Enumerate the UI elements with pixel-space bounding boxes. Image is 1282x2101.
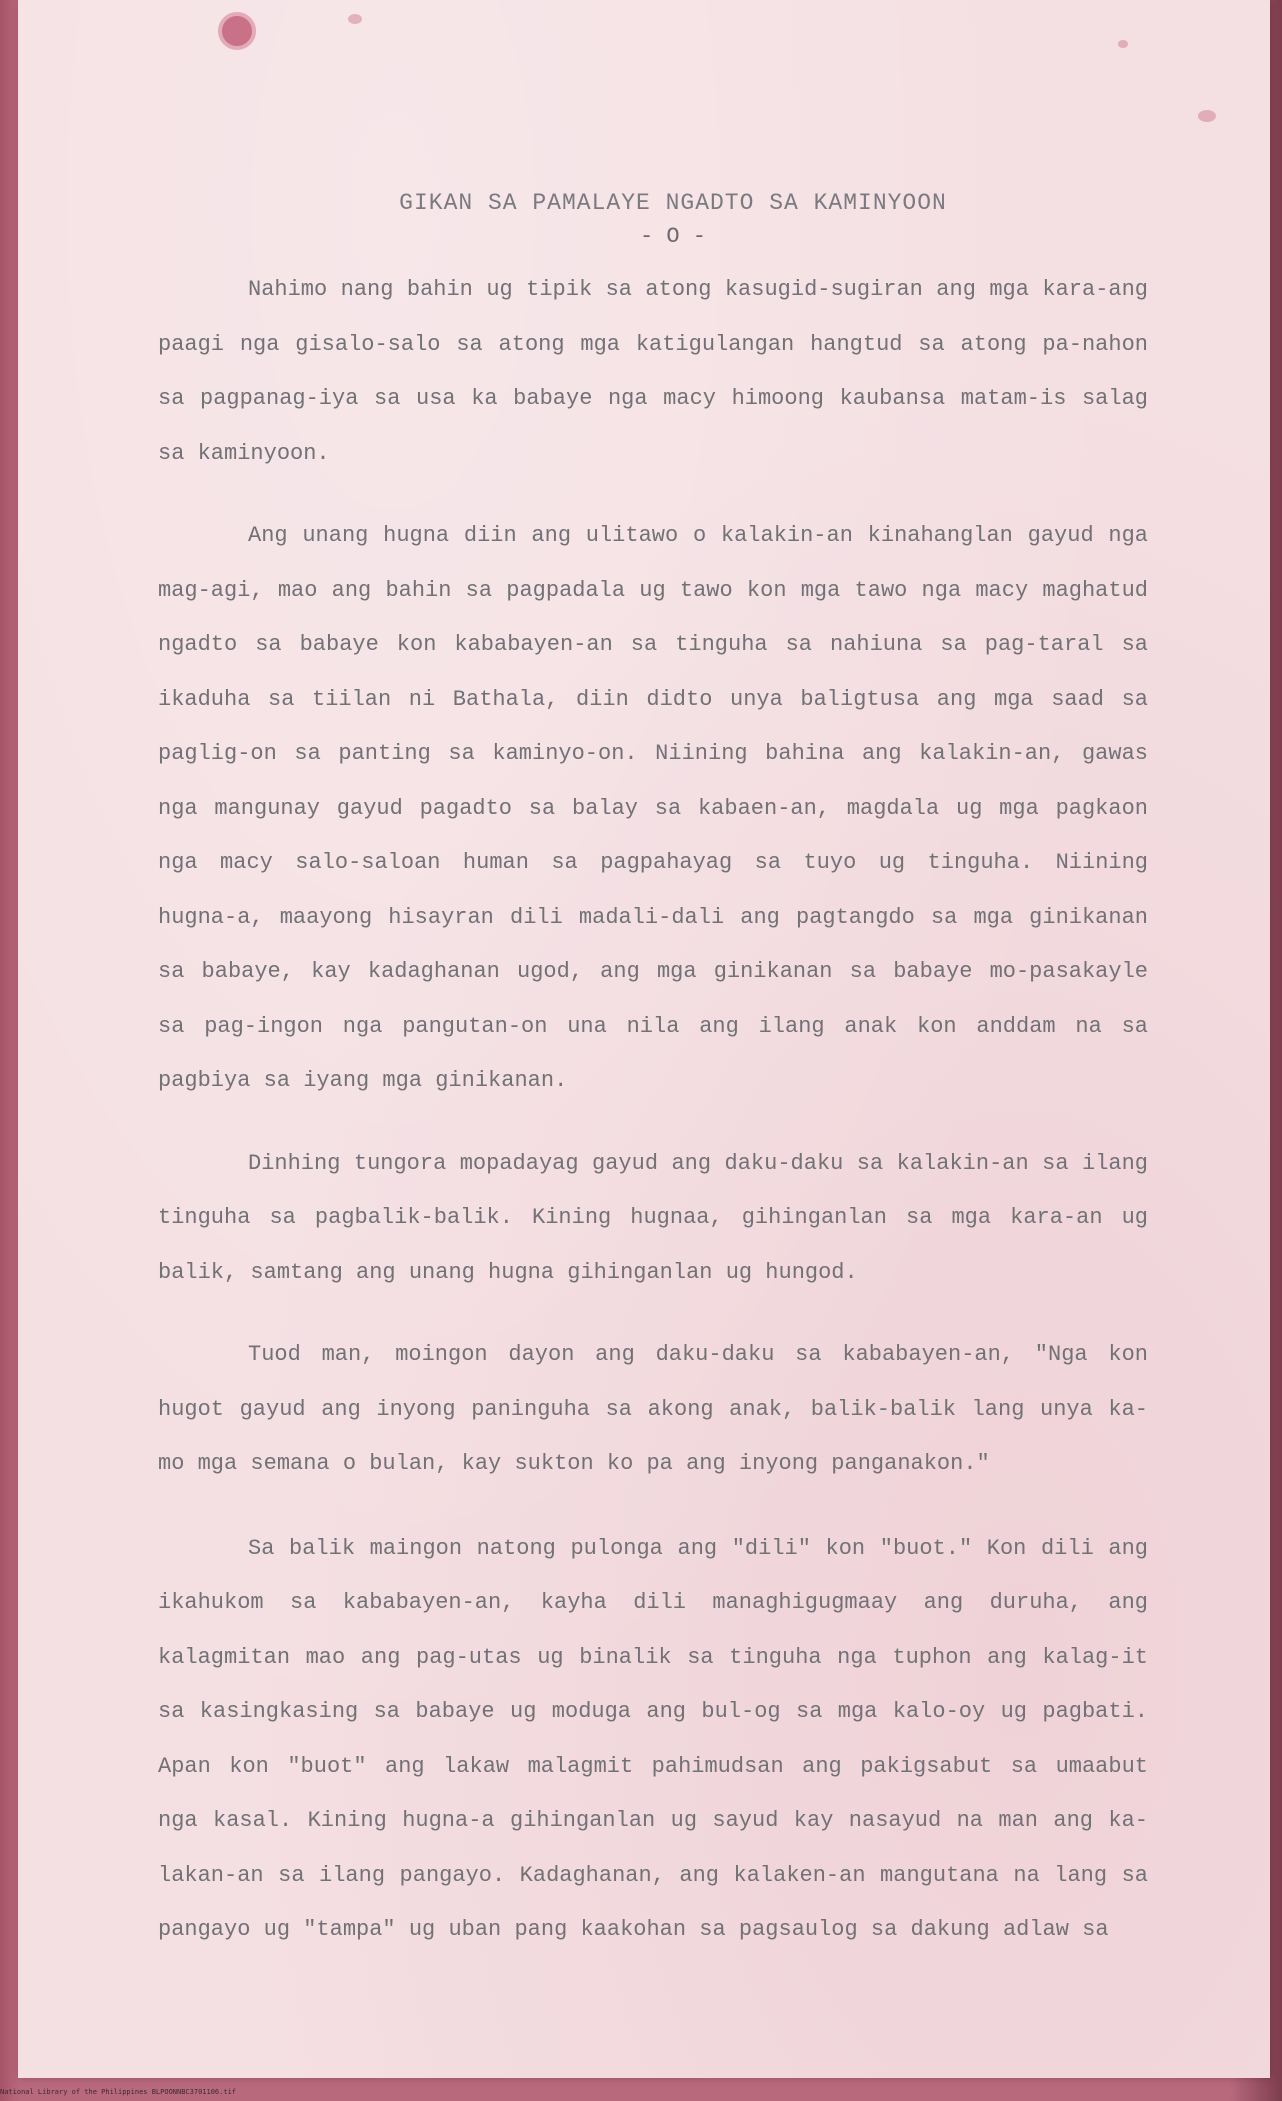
document-body xyxy=(158,190,1148,1958)
ink-stain xyxy=(1118,40,1128,48)
paragraph: Nahimo nang bahin ug tipik sa atong kasugid-sugiran ang mga kara-ang paagi nga gisalo-salo sa atong mga katigulangan hangtud sa atong pa-nahon sa pagpanag-iya sa usa ka babaye nga macy himoong kaubansa matam-is salag sa kaminyoon. xyxy=(158,277,1148,466)
ink-stain xyxy=(1198,110,1216,122)
document-title: GIKAN SA PAMALAYE NGADTO SA KAMINYOON xyxy=(399,190,947,216)
paragraph: Sa balik maingon natong pulonga ang "dili" kon "buot." Kon dili ang ikahukom sa kababayen-an, kayha dili managhigugmaay ang duruha, ang kalagmitan mao ang pag-utas ug binalik sa tinguha nga tuphon ang kalag-it sa kasingkasing sa babaye ug moduga ang bul-og sa mga kalo-oy ug pagbati. Apan kon "buot" ang lakaw malagmit pahimudsan ang pakigsabut sa umaabut nga kasal. Kining hugna-a gihinganlan ug sayud kay nasayud na man ang ka-lakan-an sa ilang pangayo. Kadaghanan, ang kalaken-an mangutana na lang sa pangayo ug "tampa" ug uban pang kaakohan sa pagsaulog sa dakung adlaw sa xyxy=(158,1535,1148,1942)
document-page xyxy=(18,0,1270,2078)
paragraph: Dinhing tungora mopadayag gayud ang daku-daku sa kalakin-an sa ilang tinguha sa pagbalik-balik. Kining hugnaa, gihinganlan sa mga kara-an ug balik, samtang ang unang hugna gihinganlan ug hungod. xyxy=(158,1150,1148,1285)
paragraph: Ang unang hugna diin ang ulitawo o kalakin-an kinahanglan gayud nga mag-agi, mao ang bahin sa pagpadala ug tawo kon mga tawo nga macy maghatud ngadto sa babaye kon kababayen-an sa tinguha sa nahiuna sa pag-taral sa ikaduha sa tiilan ni Bathala, diin didto unya baligtusa ang mga saad sa paglig-on sa panting sa kaminyo-on. Niining bahina ang kalakin-an, gawas nga mangunay gayud pagadto sa balay sa kabaen-an, magdala ug mga pagkaon nga macy salo-saloan human sa pagpahayag sa tuyo ug tinguha. Niining hugna-a, maayong hisayran dili madali-dali ang pagtangdo sa mga ginikanan sa babaye, kay kadaghanan ugod, ang mga ginikanan sa babaye mo-pasakayle sa pag-ingon nga pangutan-on una nila ang ilang anak kon anddam na sa pagbiya sa iyang mga ginikanan. xyxy=(158,523,1148,1093)
paragraph: Tuod man, moingon dayon ang daku-daku sa kababayen-an, "Nga kon hugot gayud ang inyong paninguha sa akong anak, balik-balik lang unya ka-mo mga semana o bulan, kay sukton ko pa ang inyong panganakon." xyxy=(158,1342,1148,1476)
punch-hole xyxy=(218,12,256,50)
ink-stain xyxy=(348,14,362,24)
scan-footer-caption: National Library of the Philippines BLPOONNBC3701106.tif xyxy=(0,2088,237,2096)
document-subtitle: - O - xyxy=(639,224,706,249)
